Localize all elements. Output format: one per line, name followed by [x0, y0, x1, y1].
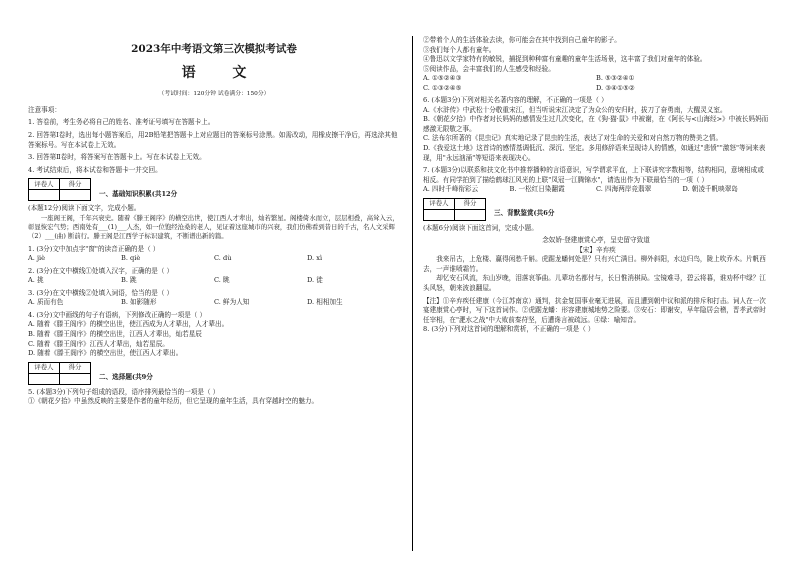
- question-options: [28, 298, 400, 308]
- question-stem: 3. (3分)在文中横线②处填入词语，恰当的是（ ）: [28, 288, 174, 297]
- option[interactable]: A. 挑: [28, 276, 44, 285]
- section-title: 三、背默鉴赏(共6分: [494, 209, 555, 218]
- notice-item: 4. 考试结束后，将本试卷和答题卡一并交回。: [28, 165, 162, 174]
- option[interactable]: D. ③④①⑤②: [596, 83, 635, 92]
- option[interactable]: C. 眺: [214, 276, 230, 285]
- score-box-score: 得分: [60, 362, 91, 373]
- question-options: [423, 74, 769, 93]
- question-stem: 1. (3分)文中加点字"窗"的读音正确的是（ ）: [28, 244, 160, 253]
- section-title: 一、基础知识积累(共12分: [99, 189, 178, 198]
- notice-title: 注意事项：: [28, 105, 61, 114]
- score-box-grader: 评卷人: [424, 198, 455, 209]
- option[interactable]: C. 鲜为人知: [214, 298, 250, 307]
- option[interactable]: C. dù: [214, 254, 232, 263]
- option[interactable]: C. ①③②④⑤: [423, 83, 462, 92]
- question-stem: 4. (3分)文中画线的句子有语病，下列修改正确的一项是（ ）: [28, 310, 207, 319]
- notice-item: 2. 回答第Ⅰ卷时，选出每小题答案后，用2B铅笔把答题卡上对应题目的答案标号涂黑。如需改动，用橡皮擦干净后，再选涂其他答案标号。写在本试卷上无效。: [28, 131, 398, 149]
- score-box: [28, 178, 400, 201]
- section-title: 二、选择题(共9分: [99, 373, 153, 382]
- sentence-item: ③我们每个人都有童年。: [423, 45, 496, 54]
- sentence-item: ④鲁迅以文学家特有的敏锐，捕捉到种种富有童趣的童年生活场景，这丰富了我们对童年的体验。: [423, 55, 707, 64]
- sentence-item: ①《朝花夕拾》中虽然反映的主要是作者的童年经历，但它呈现的童年生活，具有穿越时空的魅力。: [28, 397, 319, 406]
- option[interactable]: B. 随着《滕王阁序》的横空出世，江西人才辈出，灿若星辰: [28, 329, 202, 338]
- score-box-score: 得分: [455, 198, 486, 209]
- option[interactable]: A. ①⑤②④③: [423, 74, 462, 83]
- score-box: [28, 362, 400, 385]
- subject-title: 语 文: [181, 65, 263, 82]
- question-options: [28, 276, 400, 286]
- question-options: [423, 185, 769, 195]
- option[interactable]: B. ⑤③②④①: [596, 74, 635, 83]
- question-stem: 7. (本题3分)以联系和扶文化书中推荐播种的言语意识，写学谓求平直，上下联讲究字数相等，结构相同，意境相成或相反。有同学拍到了描绘鹤球江风光的上联"凤冠一江腾锦水"，请选出作为下联最恰当的一项（ ）: [423, 166, 764, 184]
- question-stem: 6. (本题3分)下列对相关名著内容的理解，不正确的一项是（ ）: [423, 96, 608, 105]
- score-box: [423, 198, 769, 221]
- score-box-grader: 评卷人: [29, 179, 60, 190]
- sentence-item: ②带着个人的生活体验去读，你可能会在其中找到自己童年的影子。: [423, 36, 621, 44]
- reading-passage: 一座阁王阁，千年兴衰史。随着《滕王阁序》的横空出世，使江西人才辈出，灿若繁星。阁楼倚水而立，层层相叠，高耸入云，彰显恢宏气势；西南处有___(1)___人杰，如一位饱经沧桑的老人，见证着这座城市的兴衰，我们仿佛看到昔日的千古，名人文采辉（2）___(曲) 断前行。滕王阁是江西学子标识建筑，不断谱出新的篇。: [28, 213, 399, 241]
- option[interactable]: D. 随着《滕王阁序》的横空出世，使江西人才辈出。: [28, 349, 183, 358]
- option[interactable]: B. qiè: [121, 254, 141, 263]
- notice-item: 3. 回答第Ⅱ卷时，将答案写在答题卡上。写在本试卷上无效。: [28, 153, 206, 162]
- option[interactable]: D. 朝凌千帆映翠岛: [682, 185, 738, 194]
- right-column: [423, 36, 769, 335]
- option[interactable]: A. 四时千峰衔彩云: [423, 185, 479, 194]
- option[interactable]: A. 随着《滕王阁序》的横空出世，使江西成为人才辈出，人才辈出。: [28, 320, 229, 329]
- option[interactable]: B. 一松红日染翻霞: [509, 185, 565, 194]
- poem-note: 【注】①辛弃疾任建康（今江苏南京）通判，抗金复国事业毫无进展，而且遭到朝中议和派的排斥和打击。词人在一次宴建康赏心亭时，写下这首词作。②虎踞龙蟠：形容建康城地势之险要。③安石：即谢安，早年隐居会稽，晋孝武帝时任宰相，在"淝水之战"中大败前秦苻坚，后遭谗言被疏远。④绿：喻知音。: [423, 296, 766, 324]
- left-column: [28, 36, 400, 407]
- question-options: [28, 254, 400, 264]
- option[interactable]: D. 相相加生: [307, 298, 343, 307]
- question-stem: 5. (本题3分)下列句子组成的语段，语序排列最恰当的一项是（ ）: [28, 387, 220, 396]
- option[interactable]: A.《水浒传》中武松十分敬重宋江，但当听说宋江决定了为众公的安归时，拔刀了奋勇南，大醒灵义室。: [423, 105, 727, 114]
- score-box-grader: 评卷人: [29, 362, 60, 373]
- sentence-item: ⑤阅读作品，会丰富我们的人生感受和经验。: [423, 64, 555, 73]
- exam-title: 2023年中考语文第三次模拟考试卷: [131, 43, 297, 55]
- question-intro: (本题12分)阅读下面文字，完成小题。: [28, 204, 141, 213]
- option[interactable]: B. 如影随形: [121, 298, 157, 307]
- poem-title: 念奴娇·登建康赏心亭，呈史留守致道: [542, 236, 650, 245]
- option[interactable]: A. 质而有色: [28, 298, 64, 307]
- option[interactable]: A. jiè: [28, 254, 46, 263]
- option[interactable]: C. 随着《滕王阁序》江西人才辈出，灿若星辰。: [28, 339, 169, 348]
- option[interactable]: D. 徙: [307, 276, 323, 285]
- column-divider: [412, 36, 413, 551]
- question-stem: 2. (3分)在文中横线①处填入汉字，正确的是（ ）: [28, 266, 174, 275]
- notice-item: 1. 答卷前，考生务必将自己的姓名、准考证号填写在答题卡上。: [28, 118, 215, 127]
- exam-info: （考试时间：120分钟 试卷满分：150分）: [158, 90, 270, 97]
- score-box-score: 得分: [60, 179, 91, 190]
- option[interactable]: B.《朝花夕拾》中作者对长妈妈的感情发生过几次变化，在《狗·猫·鼠》中被谢，在《阿长与<山海经>》中被长妈妈而感激无限敬之事。: [423, 115, 769, 133]
- option[interactable]: C. 四海两岸竞翡翠: [596, 185, 652, 194]
- question-intro: (本题6分)阅读下面这首词，完成小题。: [423, 223, 538, 232]
- question-stem: 8. (3分)下列对这首词的理解和赏析，不正确的一项是（ ）: [423, 325, 595, 334]
- option[interactable]: C. 法布尔所著的《昆虫记》真实地记录了昆虫的生活，表达了对生命的关爱和对自然万物的赞美之情。: [423, 134, 723, 143]
- option[interactable]: D.《我爱这土地》这首诗的感情基调低沉、深沉、坚定。多用修辞语来呈现诗人的情感，如通过"悲愤""激怒"等词来表现，用"永远汹涌"等短语来表现决心。: [423, 144, 766, 162]
- poem-author: 【宋】辛弃疾: [576, 245, 616, 254]
- option[interactable]: B. 跳: [121, 276, 137, 285]
- poem-line: 却忆安石风流，东山岁晚，泪落哀筝曲。儿辈功名都付与，长日惟消棋局。宝镜难寻，碧云将暮，谁劝杯中绿？江头风怒，朝来波浪翻屋。: [423, 274, 766, 293]
- poem-line: 我来吊古，上危楼、赢得闲愁千斛。虎踞龙蟠何处是？只有兴亡满目。柳外斜阳，水边归鸟，陇上吹乔木。片帆西去，一声谁喷霜竹。: [423, 255, 766, 273]
- option[interactable]: D. xì: [307, 254, 323, 263]
